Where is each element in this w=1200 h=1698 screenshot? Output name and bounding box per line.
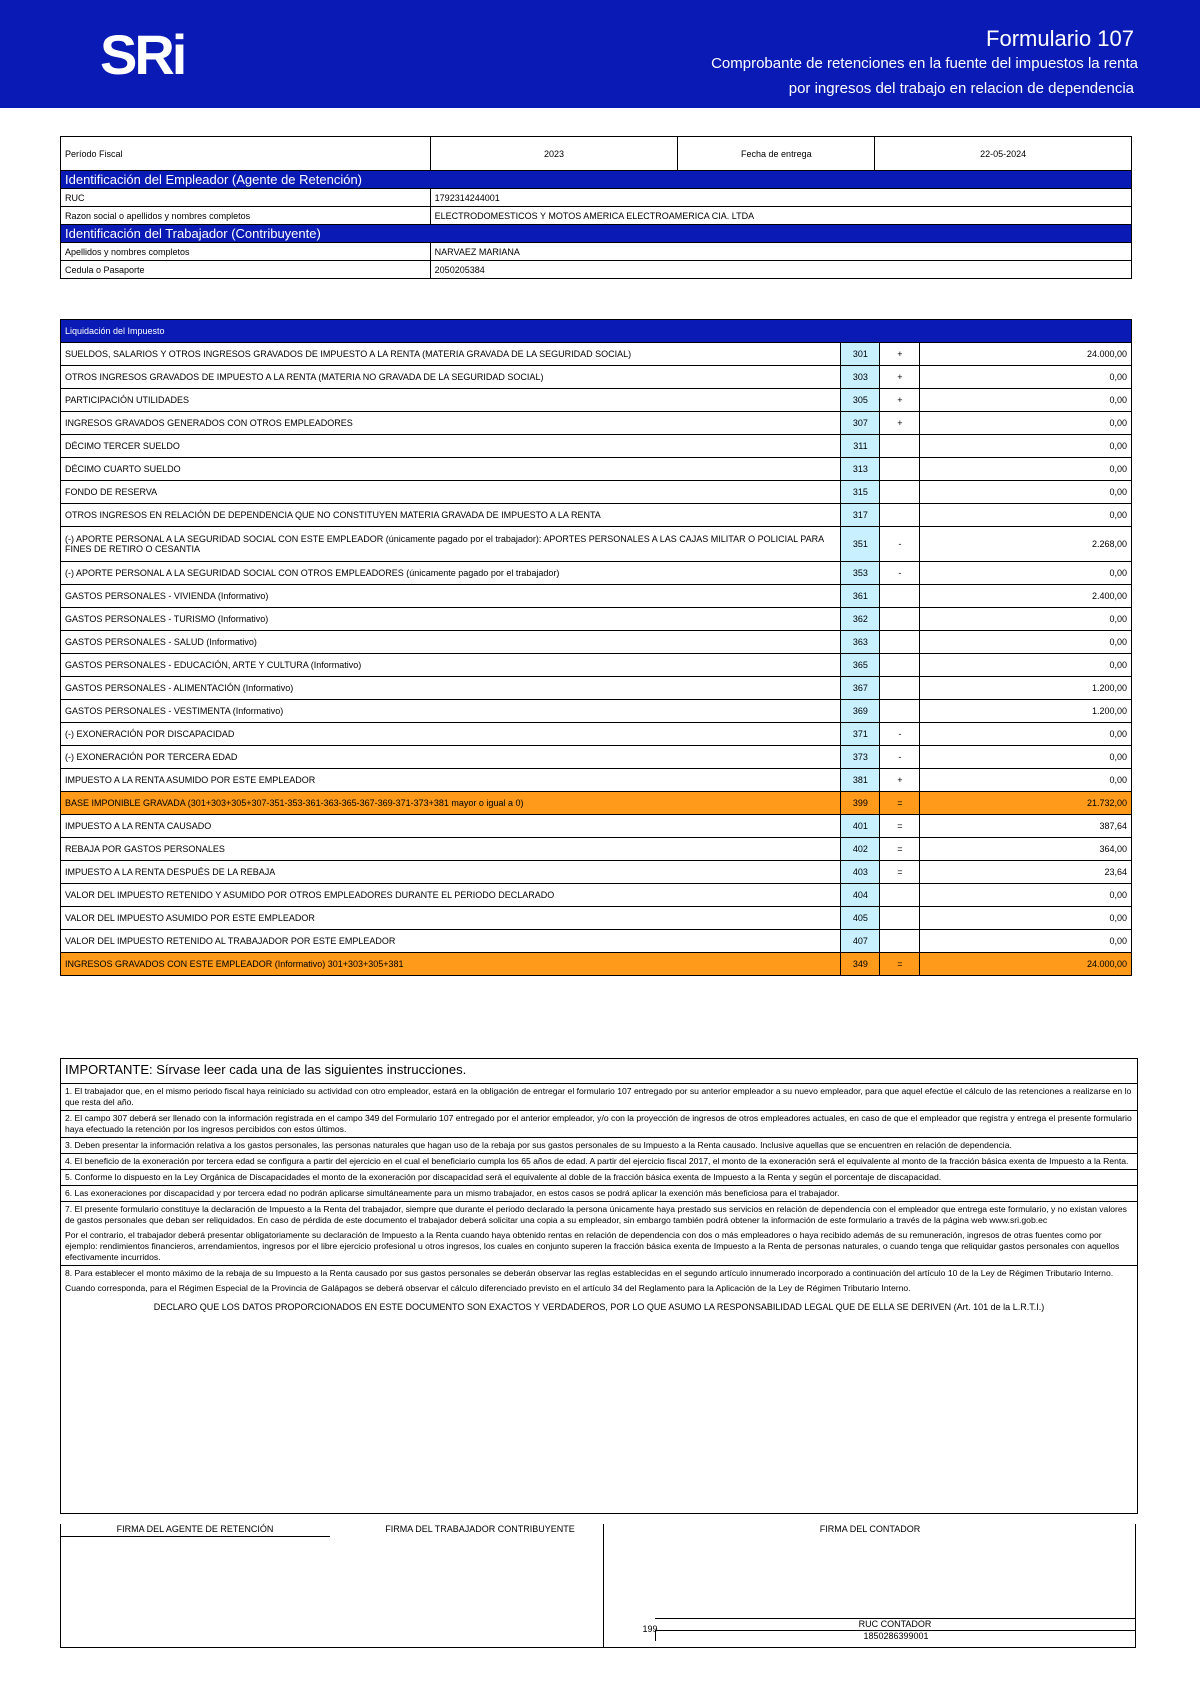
row-label: DÉCIMO CUARTO SUELDO (61, 458, 841, 481)
row-sign: + (880, 769, 920, 792)
row-sign (880, 884, 920, 907)
row-code: 307 (841, 412, 880, 435)
table-row (61, 343, 1132, 366)
row-value: 0,00 (920, 481, 1132, 504)
row-sign (880, 458, 920, 481)
row-value: 0,00 (920, 458, 1132, 481)
cedula-label: Cedula o Pasaporte (61, 261, 431, 279)
row-label: IMPUESTO A LA RENTA DESPUÉS DE LA REBAJA (61, 861, 841, 884)
row-sign (880, 907, 920, 930)
periodo-label: Período Fiscal (61, 137, 431, 171)
table-row (61, 838, 1132, 861)
row-sign: - (880, 527, 920, 562)
instruction-4: 4. El beneficio de la exoneración por tercera edad se configura a partir del ejercicio en el cual el beneficiario cumpla los 65 años de edad. A partir del ejercicio fiscal 2017, el monto de la exoneración será el equivalente al monto de la fracción básica exenta de Impuesto a la Renta. (61, 1154, 1137, 1170)
row-label: (-) EXONERACIÓN POR DISCAPACIDAD (61, 723, 841, 746)
row-label: GASTOS PERSONALES - ALIMENTACIÓN (Informativo) (61, 677, 841, 700)
apellidos-value: NARVAEZ MARIANA (430, 243, 1131, 261)
row-label: INGRESOS GRAVADOS GENERADOS CON OTROS EMPLEADORES (61, 412, 841, 435)
row-label: PARTICIPACIÓN UTILIDADES (61, 389, 841, 412)
row-value: 24.000,00 (920, 343, 1132, 366)
row-code: 351 (841, 527, 880, 562)
row-value: 0,00 (920, 435, 1132, 458)
row-value: 2.268,00 (920, 527, 1132, 562)
row-value: 0,00 (920, 562, 1132, 585)
row-label: IMPUESTO A LA RENTA ASUMIDO POR ESTE EMPLEADOR (61, 769, 841, 792)
trabajador-section-title: Identificación del Trabajador (Contribuyente) (61, 225, 1132, 243)
row-sign: - (880, 562, 920, 585)
row-code: 361 (841, 585, 880, 608)
row-sign: + (880, 412, 920, 435)
row-code: 373 (841, 746, 880, 769)
table-row (61, 884, 1132, 907)
periodo-value: 2023 (430, 137, 678, 171)
row-code: 367 (841, 677, 880, 700)
row-label: VALOR DEL IMPUESTO RETENIDO AL TRABAJADOR POR ESTE EMPLEADOR (61, 930, 841, 953)
row-sign (880, 435, 920, 458)
ruc-label: RUC (61, 189, 431, 207)
declaration: DECLARO QUE LOS DATOS PROPORCIONADOS EN ESTE DOCUMENTO SON EXACTOS Y VERDADEROS, POR LO QUE ASUMO LA RESPONSABILIDAD LEGAL QUE DE ELLA SE DERIVEN (Art. 101 de la L.R.T.I.) (153, 1302, 1045, 1312)
row-code: 404 (841, 884, 880, 907)
row-sign: + (880, 366, 920, 389)
row-label: BASE IMPONIBLE GRAVADA (301+303+305+307-351-353-361-363-365-367-369-371-373+381 mayor o igual a 0) (61, 792, 841, 815)
table-row (61, 792, 1132, 815)
table-row (61, 585, 1132, 608)
row-code: 403 (841, 861, 880, 884)
row-sign (880, 677, 920, 700)
row-label: SUELDOS, SALARIOS Y OTROS INGRESOS GRAVADOS DE IMPUESTO A LA RENTA (MATERIA GRAVADA DE LA SEGURIDAD SOCIAL) (61, 343, 841, 366)
row-code: 349 (841, 953, 880, 976)
instruction-8: 8. Para establecer el monto máximo de la rebaja de su Impuesto a la Renta causado por sus gastos personales se deberán observar las reglas establecidas en el segundo artículo innumerado incorporado a continuación del artículo 10 de la Ley de Régimen Tributario Interno. (65, 1268, 1114, 1278)
row-code: 303 (841, 366, 880, 389)
row-value: 0,00 (920, 769, 1132, 792)
row-label: GASTOS PERSONALES - SALUD (Informativo) (61, 631, 841, 654)
row-value: 0,00 (920, 654, 1132, 677)
row-label: (-) EXONERACIÓN POR TERCERA EDAD (61, 746, 841, 769)
row-code: 313 (841, 458, 880, 481)
instruction-8b: Cuando corresponda, para el Régimen Especial de la Provincia de Galápagos se deberá observar el cálculo diferenciado previsto en el artículo 34 del Reglamento para la Aplicación de la Ley de Régimen Tributario Interno. (65, 1283, 911, 1293)
row-sign: = (880, 792, 920, 815)
row-value: 24.000,00 (920, 953, 1132, 976)
row-value: 0,00 (920, 631, 1132, 654)
table-row (61, 769, 1132, 792)
firma-contador-label: FIRMA DEL CONTADOR (819, 1524, 921, 1534)
liquidacion-table (60, 319, 1132, 976)
row-label: GASTOS PERSONALES - VIVIENDA (Informativo) (61, 585, 841, 608)
importante-title: IMPORTANTE: Sírvase leer cada una de las siguientes instrucciones. (61, 1059, 1137, 1084)
form-title: Formulario 107 (986, 26, 1134, 51)
row-sign: - (880, 723, 920, 746)
firma-trabajador-label: FIRMA DEL TRABAJADOR CONTRIBUYENTE (385, 1524, 575, 1534)
fecha-value: 22-05-2024 (875, 137, 1132, 171)
ruc-contador-label: RUC CONTADOR (655, 1618, 1135, 1629)
row-label: OTROS INGRESOS GRAVADOS DE IMPUESTO A LA RENTA (MATERIA NO GRAVADA DE LA SEGURIDAD SOCIAL) (61, 366, 841, 389)
cedula-value: 2050205384 (430, 261, 1131, 279)
row-sign (880, 654, 920, 677)
table-row (61, 677, 1132, 700)
row-value: 0,00 (920, 884, 1132, 907)
row-label: GASTOS PERSONALES - VESTIMENTA (Informativo) (61, 700, 841, 723)
row-value: 23,64 (920, 861, 1132, 884)
row-code: 305 (841, 389, 880, 412)
row-value: 0,00 (920, 504, 1132, 527)
table-row (61, 412, 1132, 435)
table-row (61, 631, 1132, 654)
instruction-2: 2. El campo 307 deberá ser llenado con la información registrada en el campo 349 del Formulario 107 entregado por el anterior empleador, y/o con la proyección de ingresos de otros empleadores actuales, en caso de que el empleador que registra y entrega el presente formulario haya efectuado la retención por los ingresos percibidos con estos últimos. (61, 1111, 1137, 1138)
row-value: 364,00 (920, 838, 1132, 861)
ruc-contador-value: 1850286399001 (655, 1630, 1136, 1641)
row-sign: = (880, 838, 920, 861)
fecha-label: Fecha de entrega (678, 137, 875, 171)
empleador-section-title: Identificación del Empleador (Agente de Retención) (61, 171, 1132, 189)
row-label: OTROS INGRESOS EN RELACIÓN DE DEPENDENCIA QUE NO CONSTITUYEN MATERIA GRAVADA DE IMPUESTO A LA RENTA (61, 504, 841, 527)
row-sign (880, 608, 920, 631)
table-row (61, 608, 1132, 631)
row-value: 0,00 (920, 412, 1132, 435)
row-code: 369 (841, 700, 880, 723)
instruction-5: 5. Conforme lo dispuesto en la Ley Orgánica de Discapacidades el monto de la exoneración por discapacidad será el equivalente al doble de la fracción básica exenta de Impuesto a la Renta y según el porcentaje de discapacidad. (61, 1170, 1137, 1186)
row-value: 0,00 (920, 389, 1132, 412)
form-subtitle-1: Comprobante de retenciones en la fuente del impuestos la renta (711, 55, 1138, 72)
row-code: 363 (841, 631, 880, 654)
sri-logo: SRi (100, 23, 185, 86)
row-sign: - (880, 746, 920, 769)
row-label: DÉCIMO TERCER SUELDO (61, 435, 841, 458)
table-row (61, 366, 1132, 389)
identification-table (60, 136, 1132, 279)
instruction-3: 3. Deben presentar la información relativa a los gastos personales, las personas naturales que hagan uso de la rebaja por sus gastos personales de su Impuesto a la Renta causado. Inclusive aquellas que se encuentren en relación de dependencia. (61, 1138, 1137, 1154)
row-value: 387,64 (920, 815, 1132, 838)
table-row (61, 861, 1132, 884)
row-sign: = (880, 861, 920, 884)
row-sign: = (880, 815, 920, 838)
form-subtitle-2: por ingresos del trabajo en relacion de dependencia (788, 80, 1134, 97)
row-code: 407 (841, 930, 880, 953)
razon-label: Razon social o apellidos y nombres completos (61, 207, 431, 225)
row-sign: + (880, 389, 920, 412)
row-label: VALOR DEL IMPUESTO RETENIDO Y ASUMIDO POR OTROS EMPLEADORES DURANTE EL PERIODO DECLARADO (61, 884, 841, 907)
instruction-7: 7. El presente formulario constituye la declaración de Impuesto a la Renta del trabajador, siempre que durante el periodo declarado la persona únicamente haya prestado sus servicios en relación de dependencia con el empleador que entrega este formulario, y no existan valores de gastos personales que deban ser reliquidados. En caso de pérdida de este documento el trabajador deberá solicitar una copia a su empleador, sin embargo también podrá obtener la información de este formulario a través de la página web www.sri.gob.ec (65, 1204, 1127, 1225)
row-sign (880, 700, 920, 723)
row-sign: = (880, 953, 920, 976)
row-sign (880, 481, 920, 504)
row-label: IMPUESTO A LA RENTA CAUSADO (61, 815, 841, 838)
signatures-area (60, 1524, 1136, 1648)
row-label: GASTOS PERSONALES - EDUCACIÓN, ARTE Y CULTURA (Informativo) (61, 654, 841, 677)
row-sign (880, 631, 920, 654)
row-sign (880, 585, 920, 608)
row-value: 1.200,00 (920, 700, 1132, 723)
liquidacion-title: Liquidación del Impuesto (61, 320, 1132, 343)
header-band (0, 0, 1200, 108)
instruction-1: 1. El trabajador que, en el mismo periodo fiscal haya reiniciado su actividad con otro empleador, estará en la obligación de entregar el formulario 107 entregado por su anterior empleador a su nuevo empleador, para que aquel efectúe el cálculo de las retenciones a realizarse en lo que resta del año. (61, 1084, 1137, 1111)
table-row (61, 930, 1132, 953)
table-row (61, 815, 1132, 838)
razon-value: ELECTRODOMESTICOS Y MOTOS AMERICA ELECTROAMERICA CIA. LTDA (430, 207, 1131, 225)
row-code: 399 (841, 792, 880, 815)
table-row (61, 654, 1132, 677)
table-row (61, 435, 1132, 458)
table-row (61, 481, 1132, 504)
row-value: 0,00 (920, 746, 1132, 769)
row-value: 0,00 (920, 930, 1132, 953)
row-value: 0,00 (920, 366, 1132, 389)
importante-box (60, 1058, 1138, 1514)
row-label: (-) APORTE PERSONAL A LA SEGURIDAD SOCIAL CON OTROS EMPLEADORES (únicamente pagado por el trabajador) (61, 562, 841, 585)
row-code: 353 (841, 562, 880, 585)
table-row (61, 527, 1132, 562)
row-value: 0,00 (920, 907, 1132, 930)
instruction-7b: Por el contrario, el trabajador deberá presentar obligatoriamente su declaración de Impuesto a la Renta cuando haya obtenido rentas en relación de dependencia con dos o más empleadores o haya recibido además de su remuneración, ingresos de otras fuentes como por ejemplo: rendimientos financieros, arrendamientos, ingresos por el libre ejercicio profesional u otros ingresos, los cuales en conjunto superen la fracción básica exenta de Impuesto a la Renta de personas naturales, o cuando tenga que reliquidar gastos personales con aquellos efectivamente incurridos. (61, 1228, 1137, 1266)
ruc-value: 1792314244001 (430, 189, 1131, 207)
row-code: 301 (841, 343, 880, 366)
table-row (61, 389, 1132, 412)
row-label: FONDO DE RESERVA (61, 481, 841, 504)
row-label: INGRESOS GRAVADOS CON ESTE EMPLEADOR (Informativo) 301+303+305+381 (61, 953, 841, 976)
table-row (61, 723, 1132, 746)
row-sign (880, 930, 920, 953)
firma-agente-label: FIRMA DEL AGENTE DE RETENCIÓN (60, 1524, 330, 1537)
table-row (61, 562, 1132, 585)
row-sign: + (880, 343, 920, 366)
table-row (61, 504, 1132, 527)
row-code: 402 (841, 838, 880, 861)
table-row (61, 746, 1132, 769)
row-code: 362 (841, 608, 880, 631)
row-code: 381 (841, 769, 880, 792)
row-value: 21.732,00 (920, 792, 1132, 815)
row-label: REBAJA POR GASTOS PERSONALES (61, 838, 841, 861)
row-label: VALOR DEL IMPUESTO ASUMIDO POR ESTE EMPLEADOR (61, 907, 841, 930)
row-sign (880, 504, 920, 527)
row-code: 371 (841, 723, 880, 746)
row-value: 0,00 (920, 608, 1132, 631)
table-row (61, 953, 1132, 976)
row-code: 315 (841, 481, 880, 504)
apellidos-label: Apellidos y nombres completos (61, 243, 431, 261)
row-label: (-) APORTE PERSONAL A LA SEGURIDAD SOCIAL CON ESTE EMPLEADOR (únicamente pagado por el trabajador): APORTES PERSONALES A LAS CAJAS MILITAR O POLICIAL PARA FINES DE RETIRO O CESANTIA (61, 527, 841, 562)
signatures-divider (603, 1524, 604, 1648)
row-code: 365 (841, 654, 880, 677)
row-code: 401 (841, 815, 880, 838)
row-code: 405 (841, 907, 880, 930)
row-value: 0,00 (920, 723, 1132, 746)
row-label: GASTOS PERSONALES - TURISMO (Informativo) (61, 608, 841, 631)
instruction-6: 6. Las exoneraciones por discapacidad y por tercera edad no podrán aplicarse simultáneamente para un mismo trabajador, en estos casos se podrá aplicar la exención más beneficiosa para el trabajador. (61, 1186, 1137, 1202)
table-row (61, 700, 1132, 723)
table-row (61, 458, 1132, 481)
code-199: 199 (642, 1624, 658, 1634)
table-row (61, 907, 1132, 930)
row-value: 1.200,00 (920, 677, 1132, 700)
row-code: 311 (841, 435, 880, 458)
row-code: 317 (841, 504, 880, 527)
row-value: 2.400,00 (920, 585, 1132, 608)
